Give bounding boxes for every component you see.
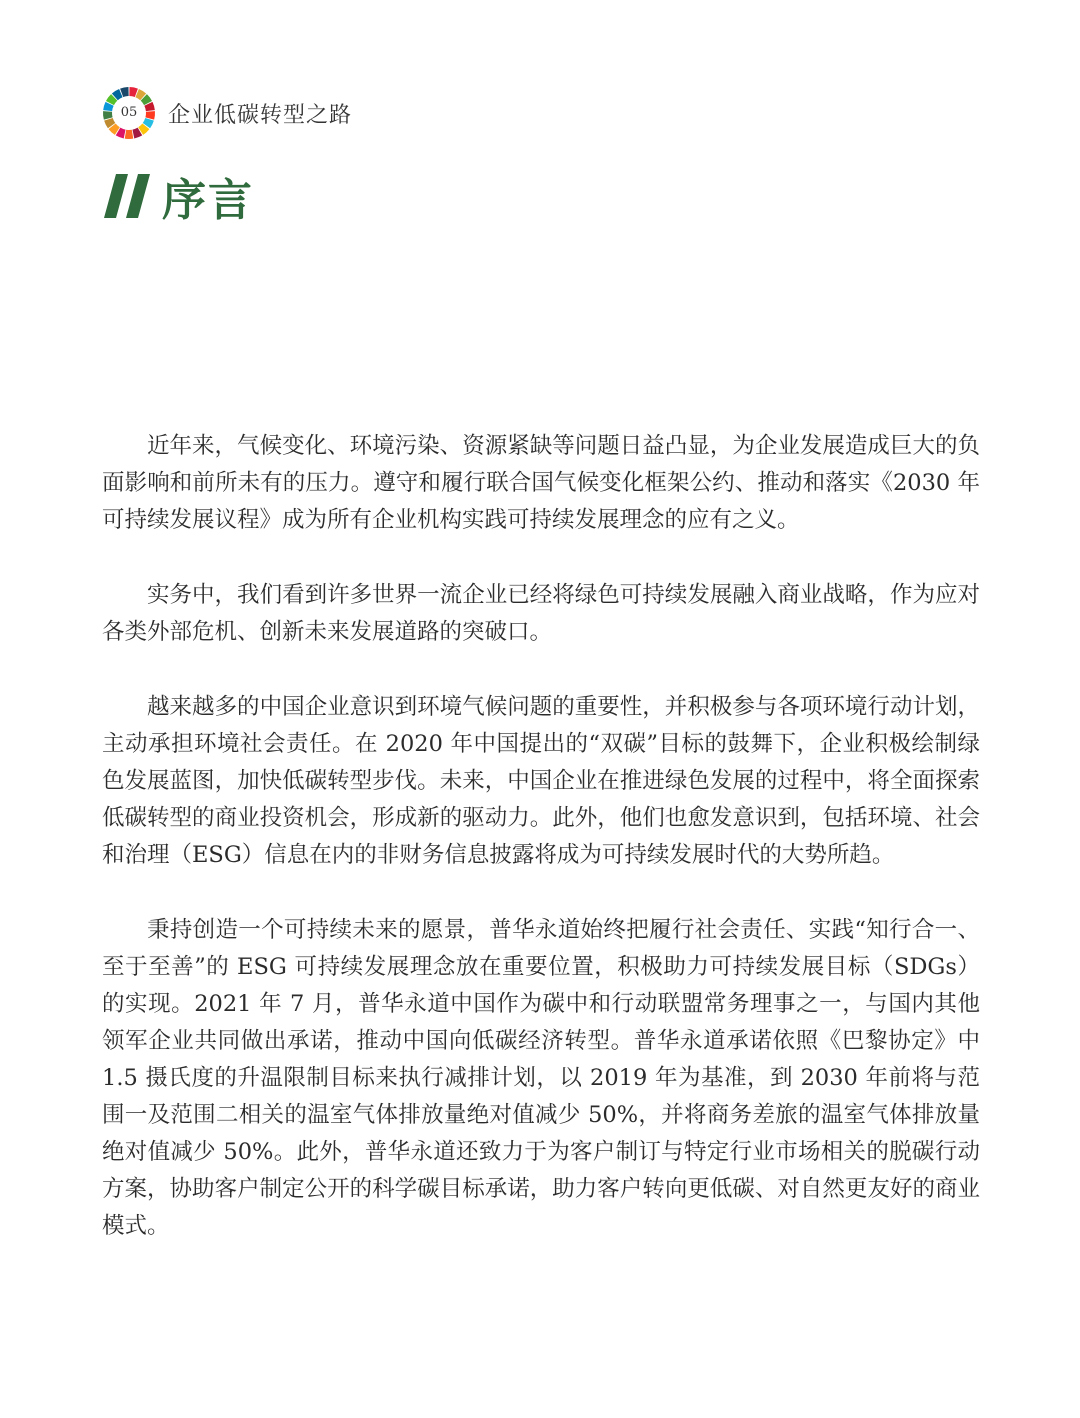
body-text <box>102 428 980 1283</box>
series-title: 企业低碳转型之路 <box>168 102 353 128</box>
paragraph: 越来越多的中国企业意识到环境气候问题的重要性，并积极参与各项环境行动计划，主动承担环境社会责任。在 2020 年中国提出的“双碳”目标的鼓舞下，企业积极绘制绿色发展蓝图，加快低碳转型步伐。未来，中国企业在推进绿色发展的过程中，将全面探索低碳转型的商业投资机会，形成新的驱动力。此外，他们也愈发意识到，包括环境、社会和治理（ESG）信息在内的非财务信息披露将成为可持续发展时代的大势所趋。 <box>102 694 980 868</box>
page-header <box>102 86 352 140</box>
double-slash-icon <box>102 172 154 220</box>
paragraph: 秉持创造一个可持续未来的愿景，普华永道始终把履行社会责任、实践“知行合一、至于至善”的 ESG 可持续发展理念放在重要位置，积极助力可持续发展目标（SDGs）的实现。2021 年 7 月，普华永道中国作为碳中和行动联盟常务理事之一，与国内其他领军企业共同做出承诺，推动中国向低碳经济转型。普华永道承诺依照《巴黎协定》中 1.5 摄氏度的升温限制目标来执行减排计划，以 2019 年为基准，到 2030 年前将与范围一及范围二相关的温室气体排放量绝对值减少 50%，并将商务差旅的温室气体排放量绝对值减少 50%。此外，普华永道还致力于为客户制订与特定行业市场相关的脱碳行动方案，协助客户制定公开的科学碳目标承诺，助力客户转向更低碳、对自然更友好的商业模式。 <box>102 917 980 1239</box>
page-number: 05 <box>120 105 138 120</box>
section-heading <box>102 166 254 226</box>
sdg-wheel-icon <box>102 86 156 140</box>
paragraph: 实务中，我们看到许多世界一流企业已经将绿色可持续发展融入商业战略，作为应对各类外部危机、创新未来发展道路的突破口。 <box>102 582 980 645</box>
paragraph: 近年来，气候变化、环境污染、资源紧缺等问题日益凸显，为企业发展造成巨大的负面影响和前所未有的压力。遵守和履行联合国气候变化框架公约、推动和落实《2030 年可持续发展议程》成为所有企业机构实践可持续发展理念的应有之义。 <box>102 433 980 533</box>
section-title: 序言 <box>162 175 254 226</box>
